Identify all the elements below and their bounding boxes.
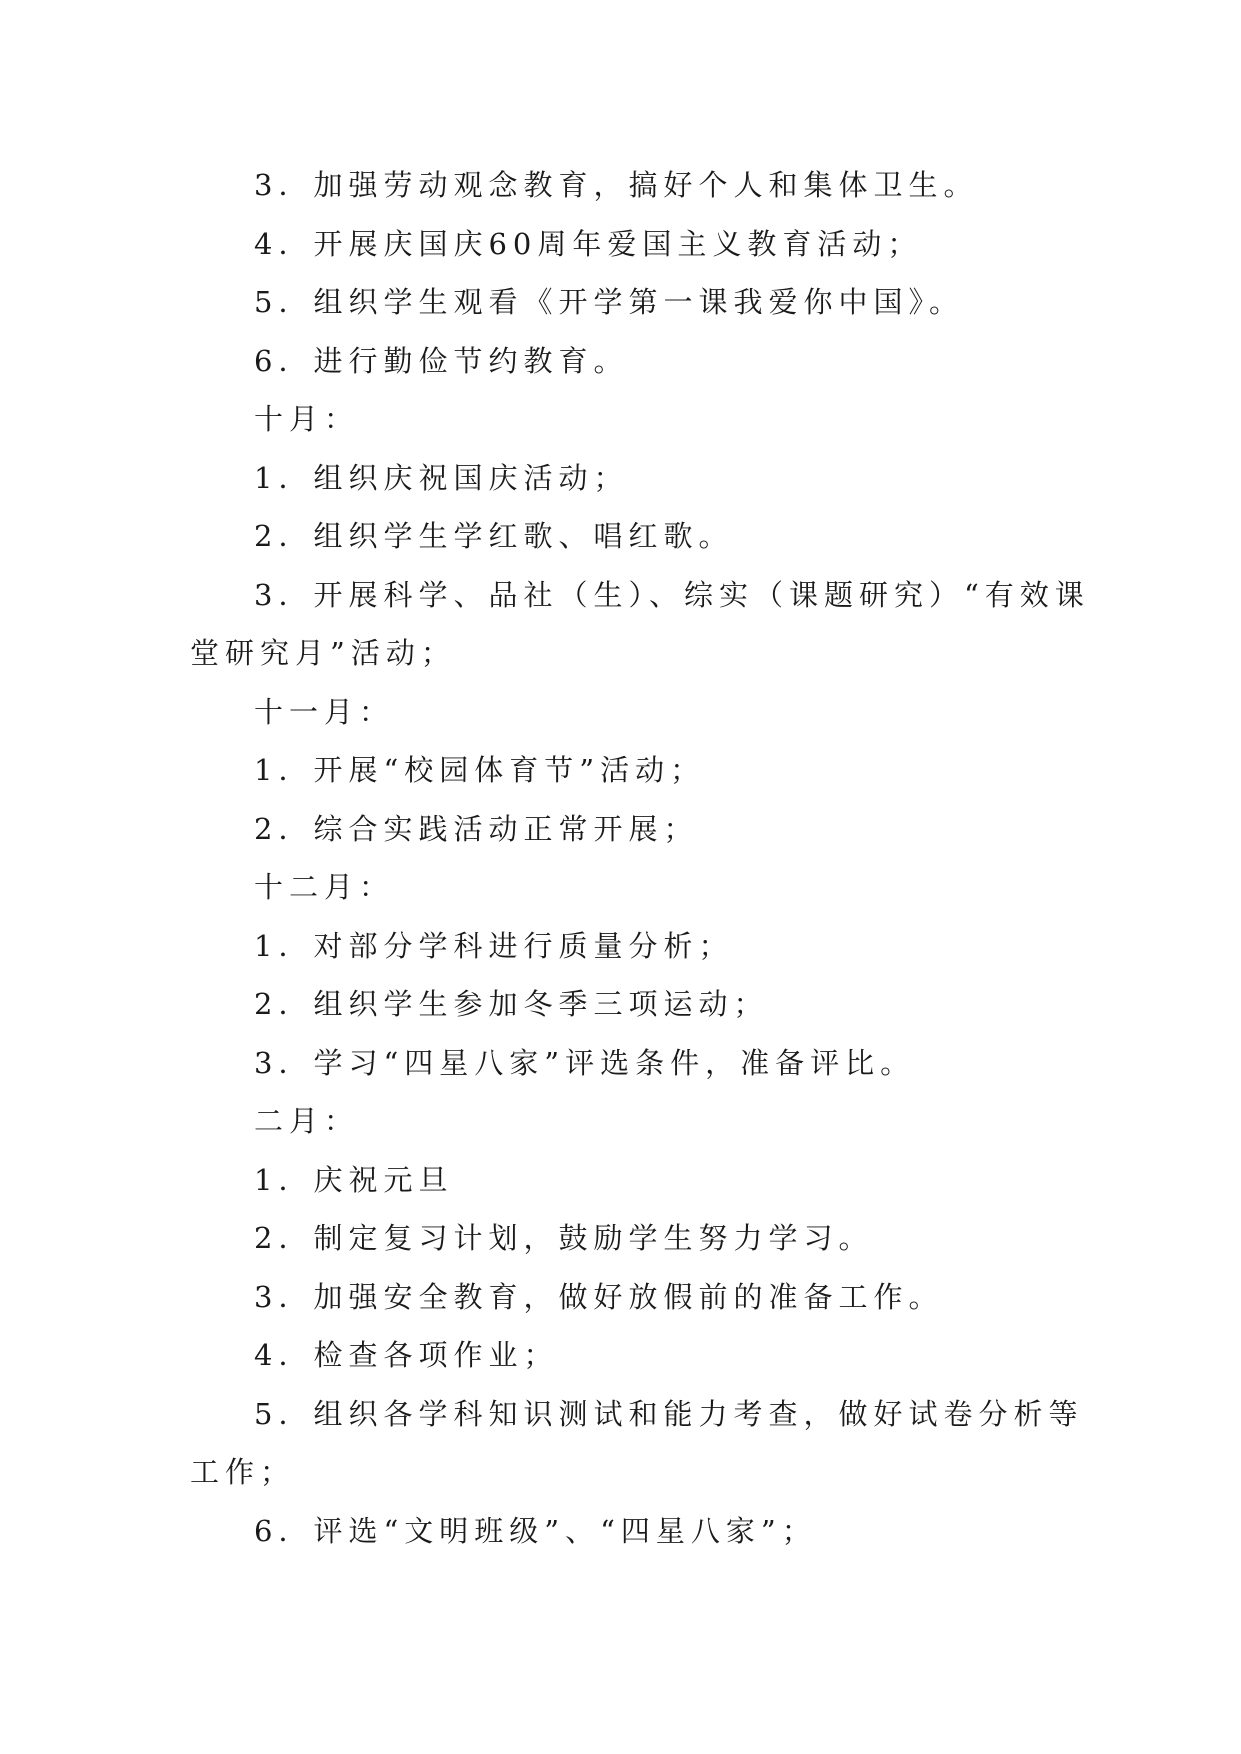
- paragraph-line: 3．加强劳动观念教育，搞好个人和集体卫生。: [254, 168, 979, 202]
- paragraph-line: 5．组织各学科知识测试和能力考查，做好试卷分析等: [254, 1396, 1084, 1431]
- paragraph-line: 3．开展科学、品社（生）、综实（课题研究）“有效课: [254, 577, 1090, 612]
- month-heading: 二月：: [254, 1104, 360, 1138]
- paragraph-line: 2．综合实践活动正常开展；: [254, 811, 699, 846]
- paragraph-line: 4．检查各项作业；: [254, 1338, 559, 1372]
- paragraph-line: 6．评选“文明班级”、“四星八家”；: [254, 1513, 817, 1548]
- paragraph-line: 1．组织庆祝国庆活动；: [254, 460, 629, 495]
- document-body: [190, 156, 1090, 1560]
- month-heading: 十一月：: [254, 694, 395, 729]
- paragraph-line: 1．对部分学科进行质量分析；: [254, 928, 734, 963]
- paragraph-line: 2．组织学生参加冬季三项运动；: [254, 987, 769, 1021]
- paragraph-line: 5．组织学生观看《开学第一课我爱你中国》。: [254, 285, 964, 319]
- paragraph-line: 4．开展庆国庆60周年爱国主义教育活动；: [254, 226, 923, 261]
- paragraph-line-continuation: 工作；: [190, 1455, 296, 1489]
- month-heading: 十二月：: [254, 870, 395, 904]
- paragraph-line: 1．庆祝元旦: [254, 1162, 454, 1197]
- paragraph-line: 2．组织学生学红歌、唱红歌。: [254, 519, 734, 553]
- paragraph-line-continuation: 堂研究月”活动；: [190, 636, 456, 670]
- paragraph-line: 3．加强安全教育，做好放假前的准备工作。: [254, 1279, 944, 1314]
- paragraph-line: 3．学习“四星八家”评选条件，准备评比。: [254, 1045, 916, 1080]
- month-heading: 十月：: [254, 402, 360, 436]
- paragraph-line: 2．制定复习计划，鼓励学生努力学习。: [254, 1221, 874, 1255]
- paragraph-line: 1．开展“校园体育节”活动；: [254, 753, 706, 787]
- paragraph-line: 6．进行勤俭节约教育。: [254, 343, 629, 378]
